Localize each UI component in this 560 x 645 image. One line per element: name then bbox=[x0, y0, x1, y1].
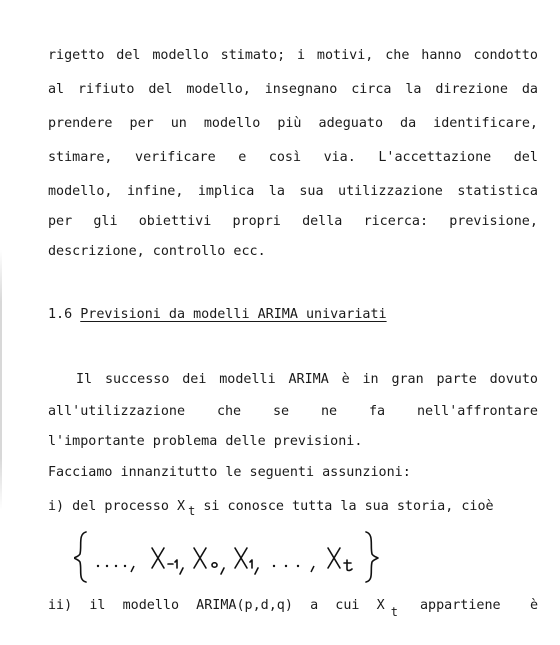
word: verificare bbox=[135, 150, 216, 165]
subscript-t: t bbox=[188, 504, 196, 518]
word: appartiene bbox=[420, 598, 501, 613]
word: sua bbox=[299, 184, 324, 199]
word: è bbox=[341, 372, 350, 387]
assumption-1 bbox=[48, 498, 538, 518]
word: il bbox=[89, 598, 106, 613]
word: circa bbox=[351, 82, 392, 97]
section-heading bbox=[48, 307, 538, 323]
word: infine, bbox=[126, 184, 184, 199]
text-line bbox=[48, 214, 538, 230]
word: L'accettazione bbox=[378, 150, 492, 165]
word: dei bbox=[182, 372, 207, 387]
handwritten-set-notation bbox=[74, 528, 384, 584]
word: adeguato bbox=[318, 116, 384, 131]
word: della bbox=[302, 214, 343, 229]
assumption-2-end bbox=[420, 598, 538, 614]
word: propri bbox=[232, 214, 281, 229]
word: identificare, bbox=[433, 116, 538, 131]
word: Il bbox=[76, 372, 93, 387]
open-brace-mark bbox=[74, 532, 86, 582]
word: modello bbox=[122, 598, 180, 613]
word: obiettivi bbox=[138, 214, 212, 229]
word: ARIMA(p,d,q) bbox=[196, 598, 293, 613]
scan-edge-shadow bbox=[0, 250, 2, 510]
word: a bbox=[310, 598, 319, 613]
text-line bbox=[76, 372, 538, 388]
assumption-1-start: i) del processo X bbox=[48, 499, 186, 514]
text-line bbox=[48, 150, 538, 166]
word: prendere bbox=[48, 116, 113, 131]
assumption-1-end: si conosce tutta la sua storia, cioè bbox=[195, 499, 494, 514]
word: rigetto bbox=[48, 48, 105, 63]
word: condotto bbox=[473, 48, 538, 63]
x-one-mark bbox=[235, 548, 247, 568]
word: che bbox=[216, 404, 242, 419]
word: del bbox=[148, 82, 173, 97]
word: modello bbox=[152, 48, 209, 63]
text-line bbox=[48, 116, 538, 132]
word: X bbox=[376, 598, 385, 613]
word: modello bbox=[203, 116, 261, 131]
word: dovuto bbox=[489, 372, 538, 387]
word: direzione bbox=[435, 82, 508, 97]
word: ARIMA bbox=[288, 372, 329, 387]
word: è bbox=[529, 598, 538, 613]
word: se bbox=[273, 404, 290, 419]
word: che bbox=[385, 48, 410, 63]
word: motivi, bbox=[316, 48, 374, 63]
text-line: l'importante problema delle previsioni. bbox=[48, 434, 363, 449]
subscript-t: t bbox=[390, 605, 398, 619]
word: nell'affrontare bbox=[417, 404, 538, 419]
section-number: 1.6 bbox=[48, 307, 73, 322]
word: ricerca: bbox=[363, 214, 429, 229]
word: gli bbox=[93, 214, 118, 229]
word: successo bbox=[104, 372, 170, 387]
word: rifiuto bbox=[78, 82, 135, 97]
word: all'utilizzazione bbox=[48, 404, 186, 419]
word: previsione, bbox=[449, 214, 538, 229]
word: e bbox=[238, 150, 247, 165]
word: statistica bbox=[457, 184, 538, 199]
word: parte bbox=[436, 372, 477, 387]
word: stimare, bbox=[48, 150, 113, 165]
text-line bbox=[48, 48, 538, 64]
section-title: Previsioni da modelli ARIMA univariati bbox=[80, 307, 387, 322]
word: fa bbox=[369, 404, 386, 419]
word: stimato; bbox=[220, 48, 286, 63]
text-line: Facciamo innanzitutto le seguenti assunzioni: bbox=[48, 465, 411, 480]
word: via. bbox=[323, 150, 356, 165]
word: utilizzazione bbox=[338, 184, 443, 199]
word: così bbox=[268, 150, 302, 165]
word: modello, bbox=[186, 82, 251, 97]
text-line bbox=[48, 184, 538, 200]
word: ii) bbox=[48, 598, 73, 613]
word: cui bbox=[335, 598, 360, 613]
word: insegnano bbox=[264, 82, 338, 97]
word: modello, bbox=[48, 184, 113, 199]
word: la bbox=[405, 82, 422, 97]
word: per bbox=[48, 214, 73, 229]
word: la bbox=[268, 184, 285, 199]
assumption-2 bbox=[48, 598, 538, 619]
word: più bbox=[277, 116, 302, 131]
text-line: descrizione, controllo ecc. bbox=[48, 244, 266, 259]
word: modelli bbox=[219, 372, 276, 387]
word: hanno bbox=[421, 48, 462, 63]
text-line bbox=[48, 82, 538, 98]
word: un bbox=[170, 116, 187, 131]
word: i bbox=[297, 48, 306, 63]
word: del bbox=[116, 48, 141, 63]
word: gran bbox=[391, 372, 424, 387]
assumption-2-words bbox=[48, 598, 385, 614]
word: da bbox=[521, 82, 538, 97]
x-t-mark bbox=[328, 548, 340, 568]
x-zero-mark bbox=[194, 548, 206, 568]
word: per bbox=[129, 116, 154, 131]
x-minus-1-mark bbox=[152, 548, 164, 568]
text-line bbox=[48, 404, 538, 420]
word: implica bbox=[197, 184, 255, 199]
close-brace-mark bbox=[366, 532, 378, 582]
word: al bbox=[48, 82, 65, 97]
word: in bbox=[362, 372, 379, 387]
word: del bbox=[513, 150, 538, 165]
word: ne bbox=[321, 404, 338, 419]
word: da bbox=[400, 116, 417, 131]
